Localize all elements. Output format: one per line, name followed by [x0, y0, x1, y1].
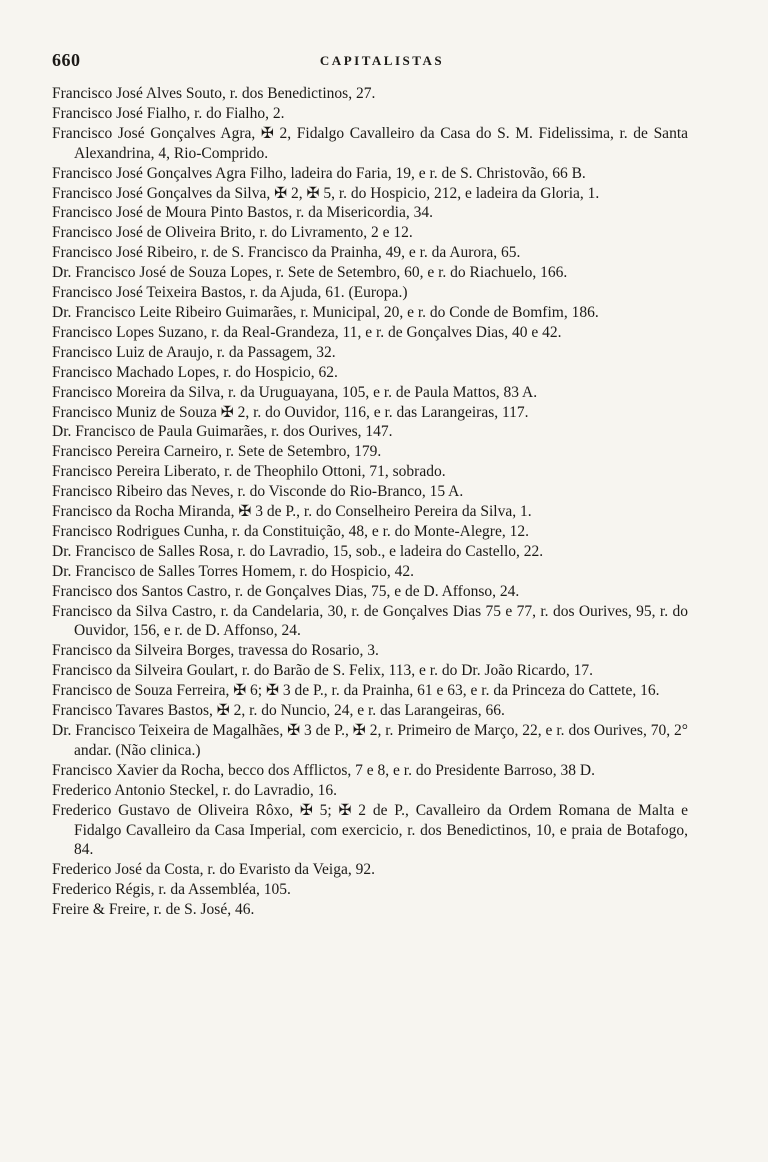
- entry: Francisco José Gonçalves da Silva, ✠ 2, ✠ 5, r. do Hospicio, 212, e ladeira da Gloria, 1.: [52, 184, 600, 202]
- entry: Francisco José de Oliveira Brito, r. do Livramento, 2 e 12.: [52, 224, 413, 242]
- entry: Francisco José Gonçalves Agra, ✠ 2, Fidalgo Cavalleiro da Casa do S. M. Fidelissima, r. de Santa Alexandrina, 4, Rio-Comprido.: [52, 124, 688, 162]
- entry: Francisco dos Santos Castro, r. de Gonçalves Dias, 75, e de D. Affonso, 24.: [52, 582, 520, 600]
- entry: Frederico Antonio Steckel, r. do Lavradio, 16.: [52, 781, 337, 799]
- entry: Dr. Francisco Teixeira de Magalhães, ✠ 3 de P., ✠ 2, r. Primeiro de Março, 22, e r. dos Ourives, 70, 2° andar. (Não clinica.): [52, 722, 688, 759]
- entry: Frederico Régis, r. da Assembléa, 105.: [52, 881, 291, 899]
- entry: Frederico José da Costa, r. do Evaristo da Veiga, 92.: [52, 861, 375, 879]
- entry: Francisco José Ribeiro, r. de S. Francisco da Prainha, 49, e r. da Aurora, 65.: [52, 244, 521, 262]
- entry: Francisco da Silveira Borges, travessa do Rosario, 3.: [52, 642, 379, 660]
- entry: Francisco Moreira da Silva, r. da Uruguayana, 105, e r. de Paula Mattos, 83 A.: [52, 383, 538, 401]
- entry: Francisco José Gonçalves Agra Filho, ladeira do Faria, 19, e r. de S. Christovão, 66 B.: [52, 164, 586, 182]
- entry: Francisco Rodrigues Cunha, r. da Constituição, 48, e r. do Monte-Alegre, 12.: [52, 522, 529, 540]
- entry: Francisco Pereira Liberato, r. de Theophilo Ottoni, 71, sobrado.: [52, 463, 446, 481]
- entry: Francisco José Fialho, r. do Fialho, 2.: [52, 104, 285, 122]
- entry: Dr. Francisco de Salles Rosa, r. do Lavradio, 15, sob., e ladeira do Castello, 22.: [52, 542, 544, 560]
- entry: Francisco da Silva Castro, r. da Candelaria, 30, r. de Gonçalves Dias 75 e 77, r. dos Ourives, 95, r. do Ouvidor, 156, e r. de D. Affonso, 24.: [52, 602, 688, 640]
- entry: Francisco José de Moura Pinto Bastos, r. da Misericordia, 34.: [52, 204, 433, 222]
- entry: Dr. Francisco de Salles Torres Homem, r. do Hospicio, 42.: [52, 562, 414, 580]
- entry: Frederico Gustavo de Oliveira Rôxo, ✠ 5; ✠ 2 de P., Cavalleiro da Ordem Romana de Malta e Fidalgo Cavalleiro da Casa Imperial, com exercicio, r. dos Benedictinos, 10, e praia de Botafogo, 84.: [52, 801, 688, 859]
- entry: Francisco Lopes Suzano, r. da Real-Grandeza, 11, e r. de Gonçalves Dias, 40 e 42.: [52, 323, 562, 341]
- entry: Francisco de Souza Ferreira, ✠ 6; ✠ 3 de P., r. da Prainha, 61 e 63, e r. da Princeza do Cattete, 16.: [52, 682, 660, 700]
- entry-list: [52, 84, 688, 920]
- entry: Dr. Francisco de Paula Guimarães, r. dos Ourives, 147.: [52, 423, 393, 441]
- entry: Francisco da Silveira Goulart, r. do Barão de S. Felix, 113, e r. do Dr. João Ricardo, 17.: [52, 662, 593, 680]
- entry: Francisco Tavares Bastos, ✠ 2, r. do Nuncio, 24, e r. das Larangeiras, 66.: [52, 702, 505, 720]
- entry: Francisco Luiz de Araujo, r. da Passagem, 32.: [52, 343, 336, 361]
- page-number: 660: [52, 50, 81, 70]
- entry: Francisco da Rocha Miranda, ✠ 3 de P., r. do Conselheiro Pereira da Silva, 1.: [52, 503, 532, 521]
- entry: Francisco Ribeiro das Neves, r. do Visconde do Rio-Branco, 15 A.: [52, 483, 464, 501]
- entry: Francisco Xavier da Rocha, becco dos Afflictos, 7 e 8, e r. do Presidente Barroso, 38 D.: [52, 761, 595, 779]
- entry: Dr. Francisco José de Souza Lopes, r. Sete de Setembro, 60, e r. do Riachuelo, 166.: [52, 264, 568, 282]
- entry: Dr. Francisco Leite Ribeiro Guimarães, r. Municipal, 20, e r. do Conde de Bomfim, 186.: [52, 303, 599, 321]
- entry: Freire & Freire, r. de S. José, 46.: [52, 901, 255, 919]
- entry: Francisco José Alves Souto, r. dos Benedictinos, 27.: [52, 85, 376, 102]
- entry: Francisco Machado Lopes, r. do Hospicio, 62.: [52, 363, 338, 381]
- entry: Francisco José Teixeira Bastos, r. da Ajuda, 61. (Europa.): [52, 284, 408, 302]
- running-head: CAPITALISTAS: [319, 53, 445, 68]
- page-header: [52, 50, 712, 74]
- entry: Francisco Muniz de Souza ✠ 2, r. do Ouvidor, 116, e r. das Larangeiras, 117.: [52, 403, 529, 421]
- entry: Francisco Pereira Carneiro, r. Sete de Setembro, 179.: [52, 443, 382, 461]
